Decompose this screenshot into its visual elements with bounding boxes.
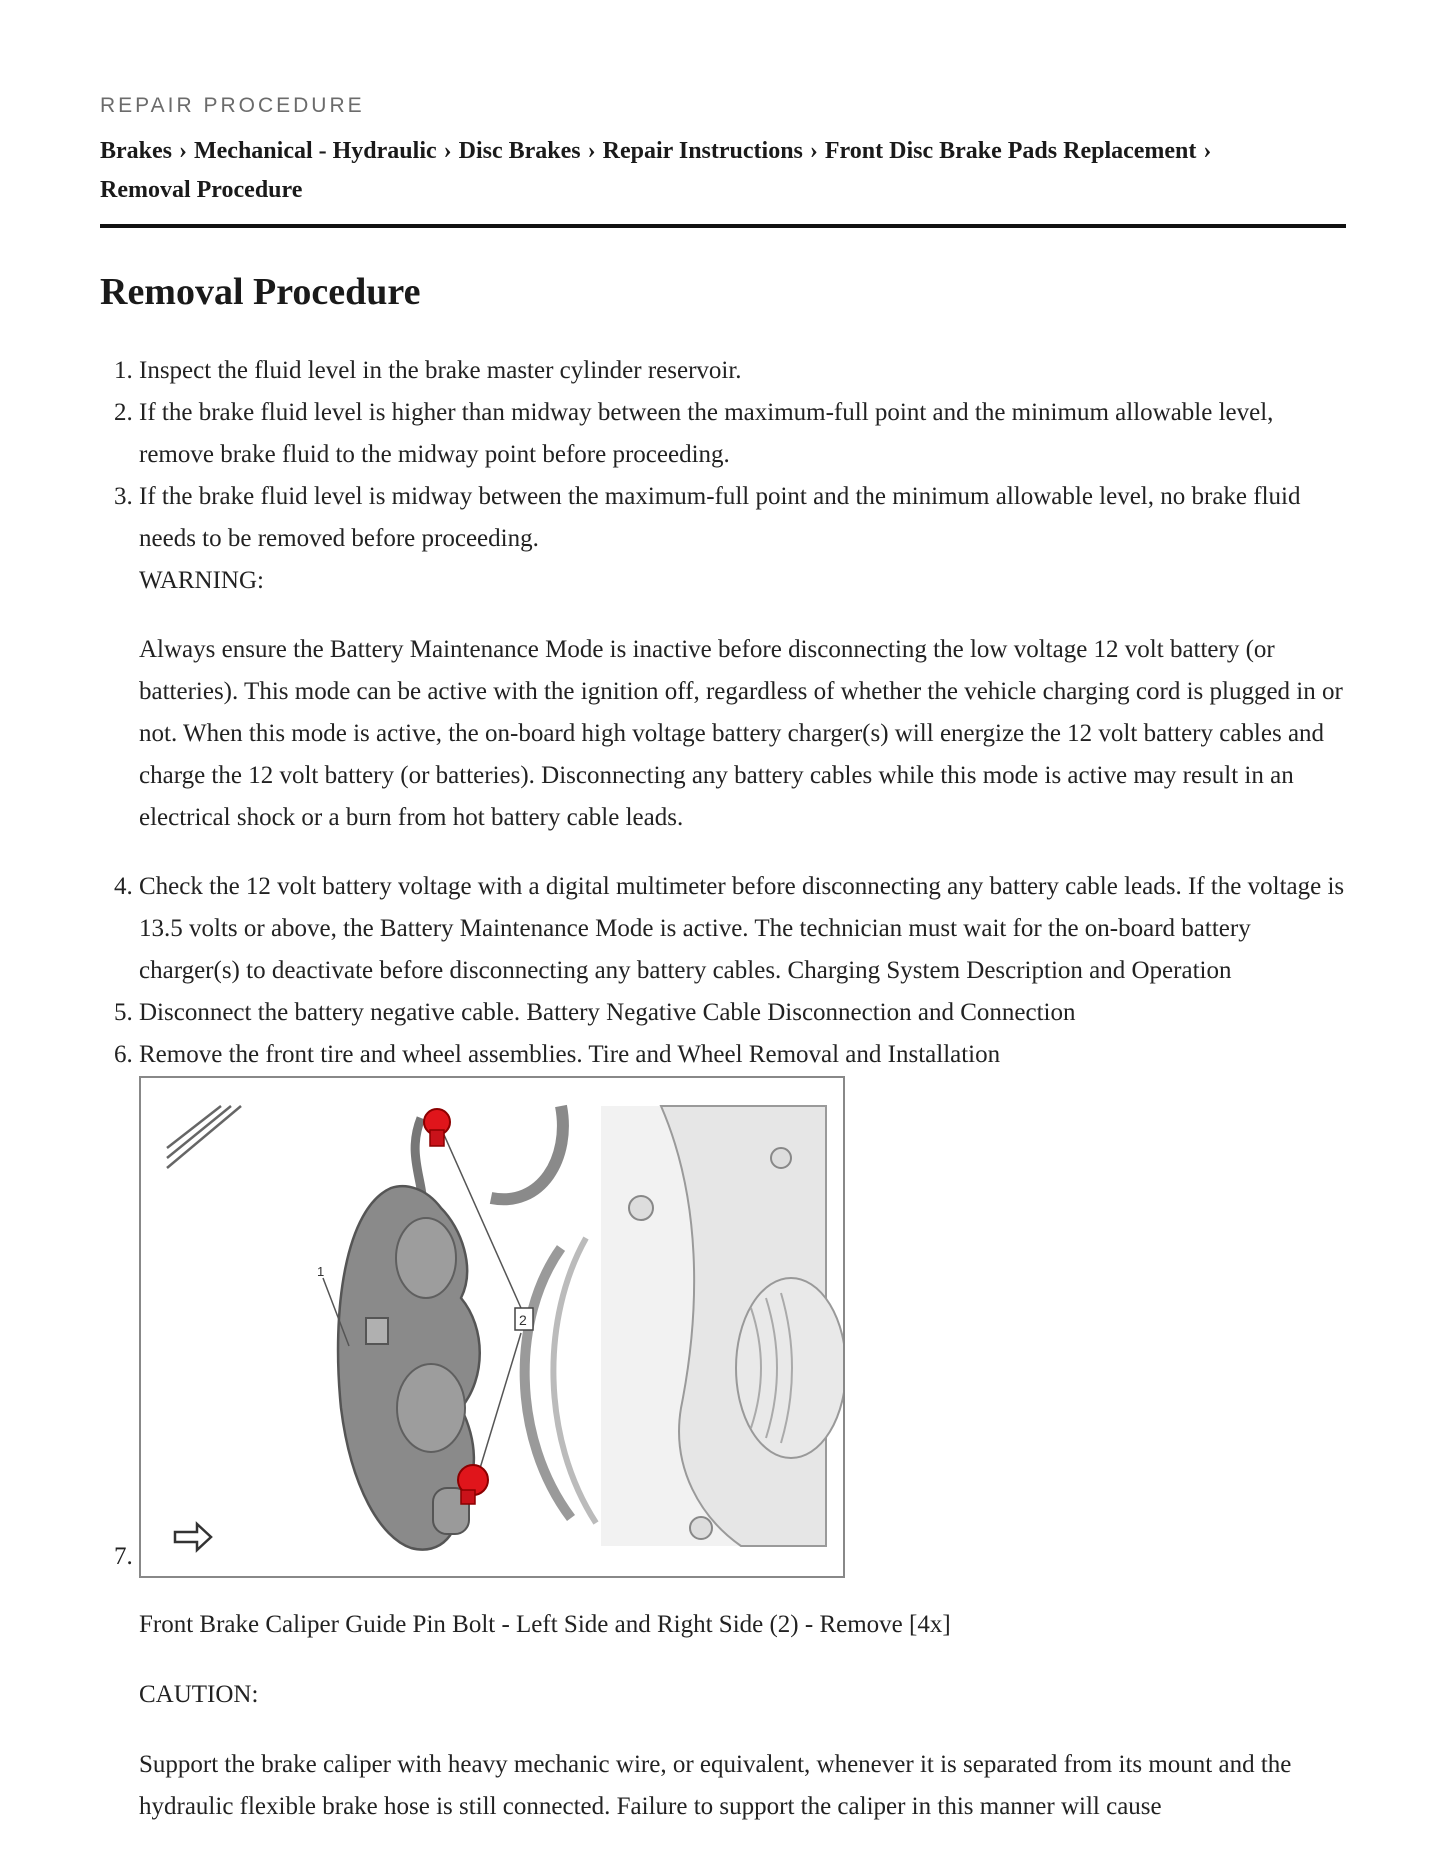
corner-hatch-mark <box>167 1106 241 1168</box>
step-1 <box>139 350 1346 392</box>
caution-text: Support the brake caliper with heavy mechanic wire, or equivalent, whenever it is separated from its mount and the hydraulic flexible brake hose is still connected. Failure to support the caliper in this manner will cause <box>139 1751 1292 1820</box>
step-5 <box>139 992 1346 1034</box>
brake-rotor-edge <box>553 1238 596 1523</box>
step-2 <box>139 392 1346 476</box>
breadcrumb-item-repair-instructions[interactable]: Repair Instructions <box>602 138 803 164</box>
view-direction-arrow-icon <box>175 1524 211 1550</box>
step-6 <box>139 1034 1346 1076</box>
procedure-steps <box>100 350 1346 1828</box>
breadcrumb <box>100 132 1346 210</box>
knuckle-bolt <box>771 1148 791 1168</box>
step-4 <box>139 866 1346 992</box>
step-7 <box>139 1076 1346 1828</box>
callout-2-label: 2 <box>519 1312 527 1328</box>
drive-axle-boot <box>736 1278 843 1458</box>
brake-line <box>491 1106 563 1199</box>
warning-text: Always ensure the Battery Maintenance Mode is inactive before disconnecting the low voltage 12 volt battery (or batteries). This mode can be active with the ignition off, regardless of whether the vehicle charging cord is plugged in or not. When this mode is active, the on-board high voltage battery charger(s) will energize the 12 volt battery cables and charge the 12 volt battery (or batteries). Disconnecting any battery cables while this mode is active may result in an electrical shock or a burn from hot battery cable leads. <box>139 636 1343 831</box>
breadcrumb-separator: › <box>443 138 452 164</box>
breadcrumb-item-mechanical-hydraulic[interactable]: Mechanical - Hydraulic <box>194 138 437 164</box>
breadcrumb-item-brakes[interactable]: Brakes <box>100 138 172 164</box>
step-1-text: Inspect the fluid level in the brake master cylinder reservoir. <box>139 357 742 384</box>
guide-pin-bolt-lower <box>458 1465 488 1504</box>
step-5-text: Disconnect the battery negative cable. Battery Negative Cable Disconnection and Connection <box>139 999 1076 1026</box>
knuckle-bolt <box>629 1196 653 1220</box>
breadcrumb-separator: › <box>1203 138 1212 164</box>
warning-label: WARNING: <box>139 567 264 594</box>
caution-label: CAUTION: <box>139 1681 259 1708</box>
breadcrumb-separator: › <box>809 138 818 164</box>
step-3 <box>139 476 1346 839</box>
breadcrumb-separator: › <box>587 138 596 164</box>
breadcrumb-item-disc-brakes[interactable]: Disc Brakes <box>458 138 581 164</box>
caliper-piston-lower <box>397 1364 465 1452</box>
caliper-illustration <box>141 1078 843 1576</box>
breadcrumb-item-front-disc-brake-pads[interactable]: Front Disc Brake Pads Replacement <box>824 138 1197 164</box>
step-3-text: If the brake fluid level is midway between the maximum-full point and the minimum allowable level, no brake fluid needs to be removed before proceeding. <box>139 483 1301 552</box>
step-4-text: Check the 12 volt battery voltage with a digital multimeter before disconnecting any battery cable leads. If the voltage is 13.5 volts or above, the Battery Maintenance Mode is active. The technician must wait for the on-board battery charger(s) to deactivate before disconnecting any battery cables. Charging System Description and Operation <box>139 873 1345 984</box>
doc-kicker: REPAIR PROCEDURE <box>100 94 365 117</box>
breadcrumb-separator: › <box>179 138 187 164</box>
callout-1-label: 7. 1 <box>317 1264 325 1279</box>
caliper-bleeder-bracket <box>366 1318 388 1344</box>
header-divider <box>100 224 1346 228</box>
breadcrumb-item-removal-procedure: Removal Procedure <box>100 177 303 203</box>
step-6-text: Remove the front tire and wheel assemblies. Tire and Wheel Removal and Installation <box>139 1041 1001 1068</box>
caliper-figure <box>139 1076 845 1578</box>
page-title: Removal Procedure <box>100 271 421 313</box>
step-2-text: If the brake fluid level is higher than midway between the maximum-full point and the minimum allowable level, remove brake fluid to the midway point before proceeding. <box>139 399 1274 468</box>
knuckle-bolt <box>690 1517 712 1539</box>
caliper-piston-upper <box>396 1218 456 1298</box>
figure-caption: Front Brake Caliper Guide Pin Bolt - Left Side and Right Side (2) - Remove [4x] <box>139 1611 951 1638</box>
